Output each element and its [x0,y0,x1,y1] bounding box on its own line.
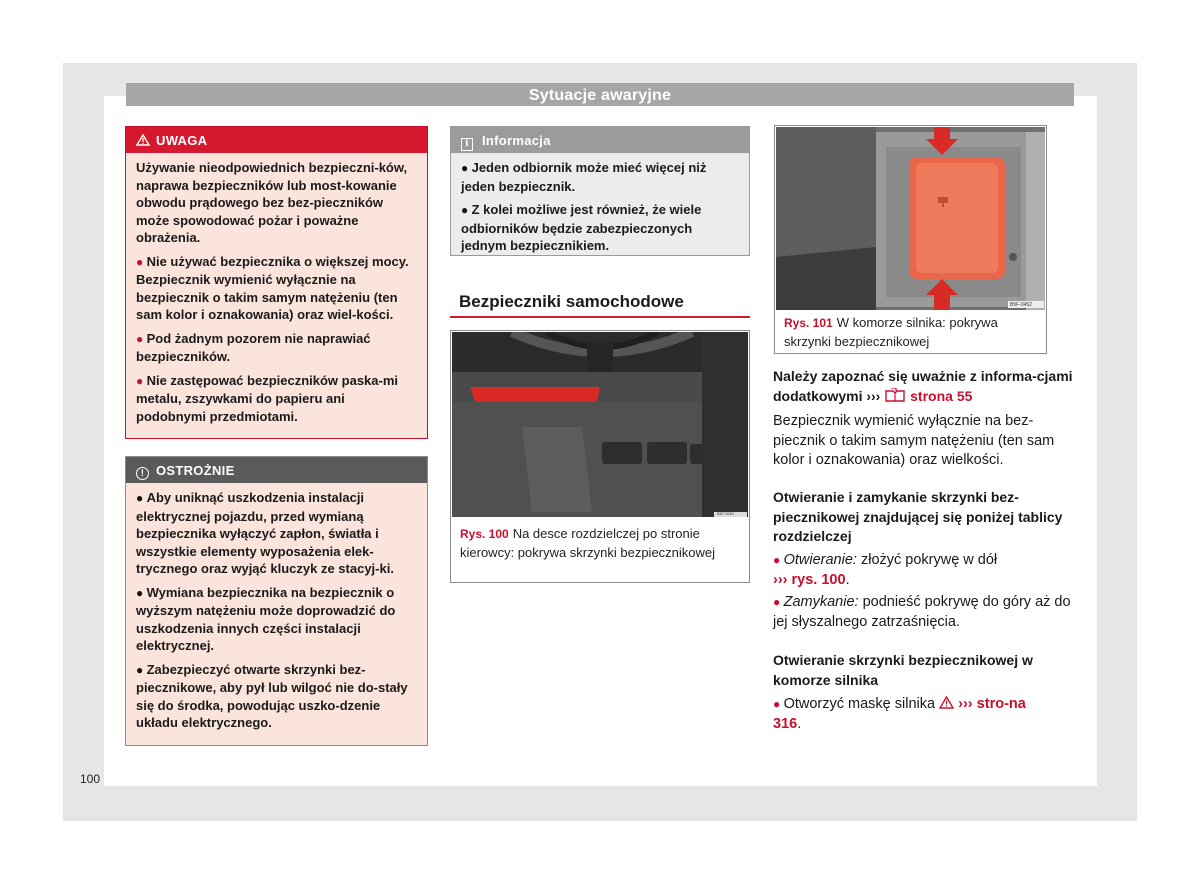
warning-box-header [126,127,427,153]
section-divider [450,316,750,318]
caution-box-title: OSTROŻNIE [156,463,235,478]
book-reference-icon [884,388,906,403]
figure-100-label: Rys. 100 [460,527,509,541]
info-bullet: ● Jeden odbiornik może mieć więcej niż jeden bezpiecznik. [461,160,707,194]
caution-box-header [126,457,427,483]
info-bullet: ● Z kolei możliwe jest również, że wiele odbiorników będzie zabezpieczonych jednym bezpiecznikiem. [461,202,702,253]
step-closing: ● Zamykanie: podnieść pokrywę do góry aż do jej słyszalnego zatrzaśnięcia. [773,594,1071,630]
info-box-header [451,127,749,153]
warning-paragraph: Używanie nieodpowiednich bezpieczni-ków, naprawa bezpieczników lub most-kowanie obwodu prądowego bez bez-pieczników może spowodować pożar i poważne obrażenia. [136,160,408,245]
figure-100-caption: Rys. 100 Na desce rozdzielczej po stronie kierowcy: pokrywa skrzynki bezpiecznikowej [460,526,716,560]
figure-100-image [452,332,748,517]
bullet-icon: ● [461,203,472,217]
step-opening: ● Otwieranie: złożyć pokrywę w dół ››› rys. 100. [773,552,998,588]
page-link-316[interactable]: stro-na 316 [773,696,1026,732]
warning-bullet: ● Nie zastępować bezpieczników paska-mi metalu, zszywkami do papieru ani podobnymi przedmiotami. [136,372,399,424]
bullet-icon: ● [773,553,784,567]
caution-box-body [126,483,427,732]
bullet-icon: ● [136,373,147,388]
figure-101-label: Rys. 101 [784,316,833,330]
warning-bullet: ● Pod żadnym pozorem nie naprawiać bezpieczników. [136,330,371,364]
figure-101-image [776,127,1045,310]
info-box [450,126,750,256]
read-more-note: Należy zapoznać się uważnie z informa-cjami dodatkowymi ››› strona 55 [773,368,1073,404]
info-box-body [451,153,749,255]
caution-bullet: ● Aby uniknąć uszkodzenia instalacji elektrycznej pojazdu, przed wymianą bezpiecznika wyłączyć zapłon, światła i wszystkie elementy wyposażenia elek-trycznego oraz wyjąć kluczyk ze stacyj-ki. [136,490,394,576]
bullet-icon: ● [136,491,147,505]
warning-triangle-icon [136,134,150,146]
bullet-icon: ● [136,254,147,269]
info-box-title: Informacja [482,133,551,148]
warning-box [125,126,428,439]
figure-101-caption: Rys. 101 W komorze silnika: pokrywa skrzynki bezpiecznikowej [784,315,998,349]
figure-100 [450,330,750,583]
page-header: Sytuacje awaryjne [126,83,1074,106]
info-icon: i [461,138,473,151]
page-number: 100 [80,772,101,786]
step-open-hood: ● Otworzyć maskę silnika ››› stro-na 316. [773,696,1026,732]
subheading-dashboard-fusebox: Otwieranie i zamykanie skrzynki bez-piecznikowej znajdującej się poniżej tablicy rozdzielczej [773,489,1063,544]
bullet-icon: ● [136,331,147,346]
bullet-icon: ● [136,662,147,677]
warning-box-body [126,153,427,425]
figure-101 [774,125,1047,354]
bullet-icon: ● [773,595,784,609]
subheading-engine-fusebox: Otwieranie skrzynki bezpiecznikowej w komorze silnika [773,652,1033,688]
exclamation-circle-icon: ! [136,467,149,480]
caution-bullet: ● Wymiana bezpiecznika na bezpiecznik o wyższym natężeniu może doprowadzić do uszkodzenia innych części instalacji elektrycznej. [136,584,396,653]
figure-link[interactable]: rys. 100 [791,571,846,588]
section-title: Bezpieczniki samochodowe [459,292,684,311]
bullet-icon: ● [136,585,147,600]
warning-bullet: ● Nie używać bezpiecznika o większej mocy. Bezpiecznik wymienić wyłącznie na bezpiecznik o takim samym natężeniu (ten sam kolor i oznakowania) oraz wiel-kości. [136,253,409,322]
caution-box [125,456,428,746]
page-link[interactable]: strona 55 [910,387,973,404]
fuse-replace-paragraph: Bezpiecznik wymienić wyłącznie na bez-piecznik o takim samym natężeniu (ten sam kolor i oznakowania) oraz wielkości. [773,413,1055,468]
caution-bullet: ● Zabezpieczyć otwarte skrzynki bez-piecznikowe, aby pył lub wilgoć nie do-stały się do środka, powodując uszko-dzenie układu elektrycznego. [136,661,408,730]
bullet-icon: ● [773,697,784,711]
warning-triangle-inline-icon [939,696,954,709]
bullet-icon: ● [461,161,472,175]
figure-100-code: B57-0091 [717,511,735,516]
warning-box-title: UWAGA [156,133,208,148]
figure-101-code: B5F-0452 [1010,302,1032,308]
